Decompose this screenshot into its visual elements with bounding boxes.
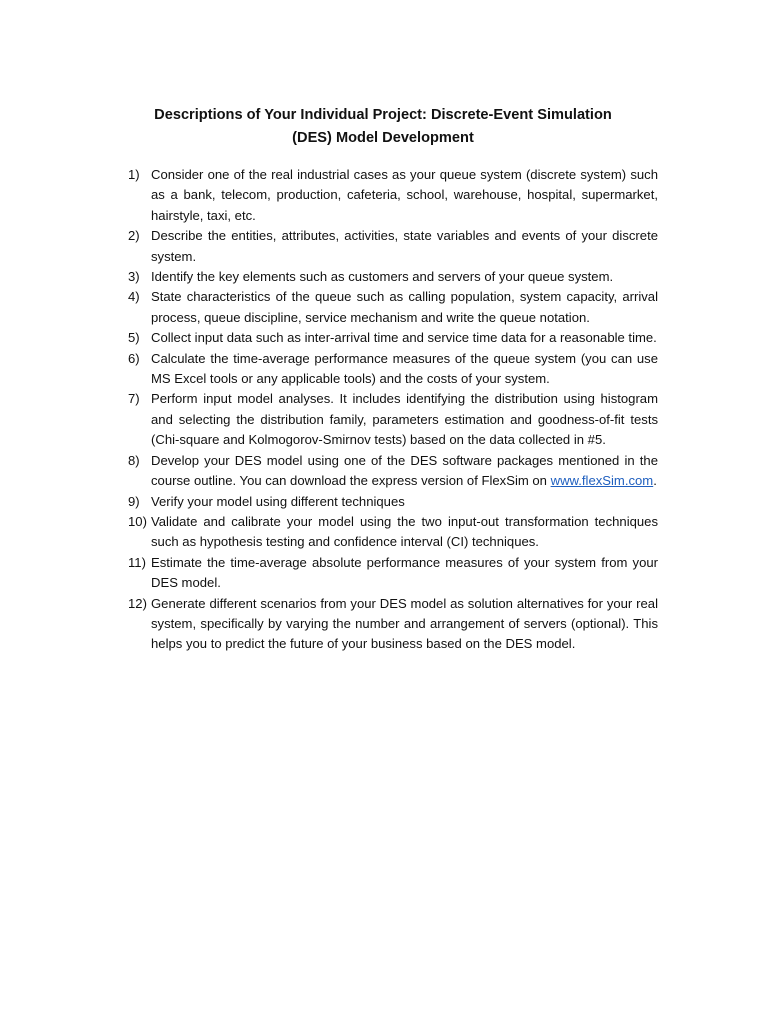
item-text: Describe the entities, attributes, activities, state variables and events of your discrete system.	[151, 228, 658, 264]
item-number: 10)	[128, 513, 147, 529]
list-item	[128, 349, 658, 390]
list-item	[128, 553, 658, 594]
item-number: 7)	[128, 391, 140, 407]
list-item	[128, 165, 658, 226]
list-item	[128, 451, 658, 492]
item-number: 1)	[128, 167, 140, 182]
flexsim-link[interactable]: www.flexSim.com	[550, 473, 654, 489]
item-text: Consider one of the real industrial cases as your queue system (discrete system) such as a bank, telecom, production, cafeteria, school, warehouse, hospital, supermarket, hairstyle, taxi, etc.	[151, 167, 658, 223]
list-item	[128, 226, 658, 267]
list-item	[128, 594, 658, 655]
item-text: Develop your DES model using one of the DES software packages mentioned in the course outline. You can download the express version of FlexSim on	[151, 452, 658, 489]
title-line-2: (DES) Model Development	[292, 130, 474, 146]
list-item	[128, 267, 658, 287]
title-line-1: Descriptions of Your Individual Project: Discrete-Event Simulation	[154, 107, 612, 123]
item-text: Estimate the time-average absolute performance measures of your system from your DES model.	[151, 554, 658, 591]
item-text: State characteristics of the queue such as calling population, system capacity, arrival process, queue discipline, service mechanism and write the queue notation.	[151, 289, 658, 325]
task-list	[128, 165, 658, 655]
list-item	[128, 389, 658, 450]
item-number: 2)	[128, 228, 140, 244]
item-text: Collect input data such as inter-arrival time and service time data for a reasonable time.	[151, 330, 657, 346]
item-number: 8)	[128, 452, 140, 468]
item-text: Calculate the time-average performance measures of the queue system (you can use MS Excel tools or any applicable tools) and the costs of your system.	[151, 350, 658, 387]
item-number: 12)	[128, 595, 147, 611]
list-item	[128, 328, 658, 348]
item-number: 6)	[128, 350, 140, 366]
list-item	[128, 492, 658, 512]
item-text: Generate different scenarios from your DES model as solution alternatives for your real system, specifically by varying the number and arrangement of servers (optional). This helps you to predict the future of your business based on the DES model.	[151, 595, 658, 652]
item-number: 5)	[128, 330, 140, 346]
item-text: Verify your model using different techniques	[151, 493, 405, 509]
item-number: 11)	[128, 554, 146, 570]
list-item	[128, 287, 658, 328]
document-title	[110, 104, 656, 150]
list-item	[128, 512, 658, 553]
item-number: 4)	[128, 289, 140, 305]
item-text: Validate and calibrate your model using the two input-out transformation techniques such as hypothesis testing and confidence interval (CI) techniques.	[151, 513, 658, 550]
item-text-with-link	[151, 451, 658, 492]
item-number: 9)	[128, 493, 140, 509]
item-text: Identify the key elements such as customers and servers of your queue system.	[151, 269, 614, 285]
item-number: 3)	[128, 269, 140, 285]
item-text: Perform input model analyses. It includes identifying the distribution using histogram and selecting the distribution family, parameters estimation and goodness-of-fit tests (Chi-square and Kolmogorov-Smirnov tests) based on the data collected in #5.	[151, 391, 658, 448]
item-text-suffix: .	[653, 473, 657, 489]
